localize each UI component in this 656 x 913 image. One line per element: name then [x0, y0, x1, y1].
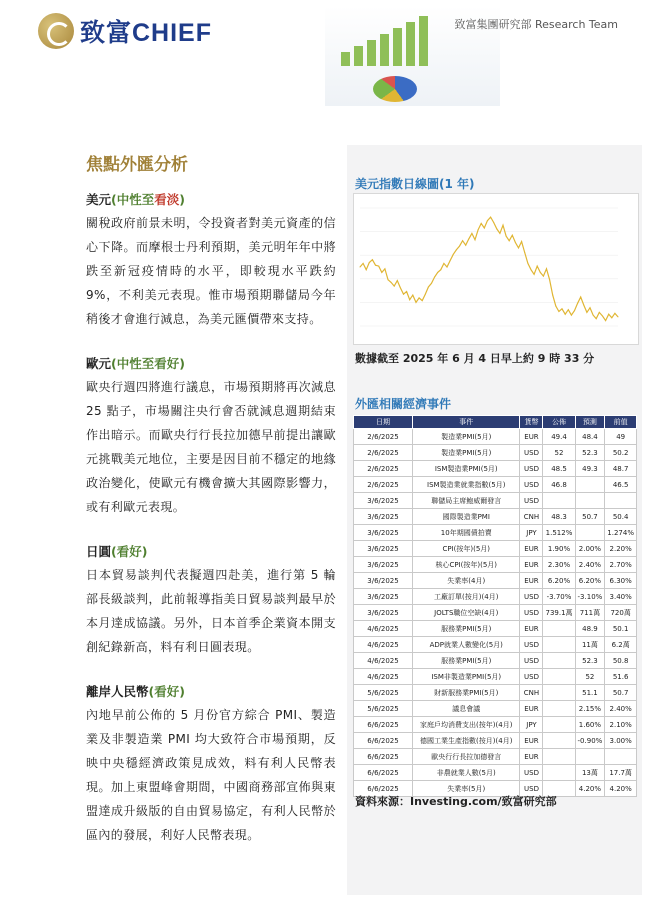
data-point [558, 311, 559, 312]
data-point [366, 269, 367, 270]
table-cell: 52 [575, 669, 605, 685]
table-cell: 52 [543, 445, 575, 461]
table-cell: CNH [520, 685, 543, 701]
table-cell: 1.512% [543, 525, 575, 541]
data-point [412, 295, 413, 296]
event-name-cell: 非農就業人數(5月) [413, 765, 520, 781]
table-cell: 739.1萬 [543, 605, 575, 621]
table-cell: 6.20% [543, 573, 575, 589]
data-point [571, 315, 572, 316]
data-point [388, 279, 389, 280]
data-point [434, 277, 435, 278]
event-name-cell: ISM非製造業PMI(5月) [413, 669, 520, 685]
event-name-cell: 財新服務業PMI(5月) [413, 685, 520, 701]
event-name-cell: 製造業PMI(5月) [413, 445, 520, 461]
table-cell: USD [520, 653, 543, 669]
data-point [521, 241, 522, 242]
data-point [437, 272, 438, 273]
table-cell: 52.3 [575, 445, 605, 461]
data-point [391, 282, 392, 283]
table-row [354, 685, 637, 701]
event-name-cell: ADP就業人數變化(5月) [413, 637, 520, 653]
table-cell [575, 477, 605, 493]
table-cell: 3/6/2025 [354, 525, 413, 541]
data-point [555, 306, 556, 307]
table-cell: JPY [520, 525, 543, 541]
data-point [543, 276, 544, 277]
data-point [583, 305, 584, 306]
data-point [416, 302, 417, 303]
table-row [354, 509, 637, 525]
table-row [354, 637, 637, 653]
event-name-cell: CPI(按年)(5月) [413, 541, 520, 557]
table-cell: 3/6/2025 [354, 493, 413, 509]
data-point [577, 303, 578, 304]
event-name-cell: 議息會議 [413, 701, 520, 717]
data-point [425, 294, 426, 295]
data-point [562, 308, 563, 309]
table-cell: 48.3 [543, 509, 575, 525]
table-row [354, 525, 637, 541]
table-cell: 720萬 [605, 605, 637, 621]
jpy-paragraph: 日本貿易談判代表擬週四赴美，進行第 5 輪部長級談判，此前報導指美日貿易談判最早於本月達成協議。另外，日本首季企業資本開支創紀錄新高，料有利日圓表現。 [86, 568, 336, 654]
table-cell: 50.8 [605, 653, 637, 669]
table-cell: 3/6/2025 [354, 557, 413, 573]
event-name-cell: 10年期國債拍賣 [413, 525, 520, 541]
table-cell: 3.40% [605, 589, 637, 605]
event-name-cell: JOLTS職位空缺(4月) [413, 605, 520, 621]
table-row [354, 717, 637, 733]
data-point [428, 287, 429, 288]
table-cell [543, 493, 575, 509]
data-point [518, 247, 519, 248]
data-point [484, 228, 485, 229]
table-cell: 5/6/2025 [354, 685, 413, 701]
table-cell: 711萬 [575, 605, 605, 621]
data-point [397, 280, 398, 281]
table-cell: 49.3 [575, 461, 605, 477]
data-point [422, 300, 423, 301]
table-cell: USD [520, 589, 543, 605]
data-point [440, 269, 441, 270]
table-cell [543, 685, 575, 701]
data-point [540, 272, 541, 273]
table-cell: EUR [520, 573, 543, 589]
table-cell: USD [520, 669, 543, 685]
source-note: 資料來源：Investing.com/致富研究部 [355, 795, 557, 808]
table-cell: EUR [520, 557, 543, 573]
pie-chart-icon [373, 76, 417, 102]
table-cell: -0.90% [575, 733, 605, 749]
data-point [549, 279, 550, 280]
data-point [369, 262, 370, 263]
table-cell: 50.7 [575, 509, 605, 525]
table-cell: 2.20% [605, 541, 637, 557]
table-cell: 3/6/2025 [354, 589, 413, 605]
table-cell: 2.00% [575, 541, 605, 557]
table-cell: CNH [520, 509, 543, 525]
table-cell: 1.274% [605, 525, 637, 541]
table-cell: USD [520, 493, 543, 509]
section-title: 焦點外匯分析 [86, 155, 188, 175]
data-point [459, 246, 460, 247]
event-name-cell: 家庭戶均消費支出(按年)(4月) [413, 717, 520, 733]
view-label: 看淡 [154, 192, 180, 207]
table-row [354, 749, 637, 765]
data-point [493, 222, 494, 223]
column-header: 貨幣 [520, 416, 543, 429]
table-cell: 2/6/2025 [354, 461, 413, 477]
table-cell [575, 749, 605, 765]
table-cell: EUR [520, 733, 543, 749]
data-point [465, 245, 466, 246]
table-cell [543, 749, 575, 765]
table-cell: 3/6/2025 [354, 573, 413, 589]
data-point [614, 313, 615, 314]
column-header: 事件 [413, 416, 520, 429]
table-header-row [354, 416, 637, 429]
research-team-label: 致富集團研究部 Research Team [454, 18, 618, 31]
usd-paragraph: 關稅政府前景未明，令投資者對美元資產的信心下降。而摩根士丹利預期，美元明年年中將跌至新冠疫情時的水平，即較現水平跌約 9%，不利美元表現。惟市場預期聯儲局今年稍後才會進行減息，為美元匯價帶來支持。 [86, 216, 336, 326]
table-cell: 50.7 [605, 685, 637, 701]
table-cell: 2/6/2025 [354, 429, 413, 445]
event-name-cell: 服務業PMI(5月) [413, 653, 520, 669]
data-point [360, 267, 361, 268]
table-cell: 51.1 [575, 685, 605, 701]
usd-index-line-chart [354, 194, 638, 344]
table-cell: 17.7萬 [605, 765, 637, 781]
table-cell: -3.10% [575, 589, 605, 605]
data-point [608, 314, 609, 315]
table-cell [605, 493, 637, 509]
data-point [605, 320, 606, 321]
table-cell: 6/6/2025 [354, 749, 413, 765]
table-cell: EUR [520, 701, 543, 717]
table-row [354, 573, 637, 589]
logo-text: 致富CHIEF [80, 19, 213, 47]
table-cell: 4/6/2025 [354, 653, 413, 669]
table-row [354, 621, 637, 637]
table-cell: 2.70% [605, 557, 637, 573]
column-header: 公佈 [543, 416, 575, 429]
data-point [462, 240, 463, 241]
table-cell: USD [520, 765, 543, 781]
page-header [0, 0, 656, 118]
bar-chart-icon [341, 16, 428, 66]
table-cell: 2/6/2025 [354, 445, 413, 461]
data-point [499, 233, 500, 234]
table-row [354, 557, 637, 573]
data-point [384, 268, 385, 269]
table-cell: 6.30% [605, 573, 637, 589]
event-name-cell: ISM製造業PMI(5月) [413, 461, 520, 477]
currency-name: 離岸人民幣 [86, 684, 149, 699]
data-point [565, 314, 566, 315]
events-title: 外匯相關經濟事件 [355, 397, 452, 411]
data-point [447, 267, 448, 268]
table-cell: USD [520, 461, 543, 477]
table-cell [543, 733, 575, 749]
table-cell: USD [520, 637, 543, 653]
table-cell: -3.70% [543, 589, 575, 605]
view-label: 看好 [116, 544, 142, 559]
table-cell: EUR [520, 429, 543, 445]
table-cell: EUR [520, 749, 543, 765]
usd-index-chart [353, 193, 639, 345]
currency-name: 日圓 [86, 544, 112, 559]
data-point [381, 272, 382, 273]
data-point [537, 266, 538, 267]
data-point [450, 260, 451, 261]
table-row [354, 445, 637, 461]
data-point [552, 295, 553, 296]
data-point [431, 283, 432, 284]
event-name-cell: 核心CPI(按年)(5月) [413, 557, 520, 573]
table-cell: 6/6/2025 [354, 765, 413, 781]
data-point [443, 263, 444, 264]
data-point [487, 220, 488, 221]
view-label: 中性 [116, 192, 142, 207]
table-cell: 6/6/2025 [354, 717, 413, 733]
data-point [509, 240, 510, 241]
table-cell: 3/6/2025 [354, 509, 413, 525]
table-row [354, 461, 637, 477]
table-cell: 48.5 [543, 461, 575, 477]
table-row [354, 733, 637, 749]
table-cell: 2.10% [605, 717, 637, 733]
data-point [453, 254, 454, 255]
data-point [611, 317, 612, 318]
data-point [406, 291, 407, 292]
data-point [534, 274, 535, 275]
table-cell: 6/6/2025 [354, 781, 413, 797]
table-cell: 4/6/2025 [354, 669, 413, 685]
data-point [580, 297, 581, 298]
data-point [456, 249, 457, 250]
data-point [378, 266, 379, 267]
data-point [490, 217, 491, 218]
table-cell: 51.6 [605, 669, 637, 685]
chart-title: 美元指數日線圖(1 年) [355, 177, 475, 191]
table-cell [605, 749, 637, 765]
column-header: 預測 [575, 416, 605, 429]
table-cell: 3/6/2025 [354, 605, 413, 621]
data-point [618, 316, 619, 317]
data-point [400, 287, 401, 288]
table-cell: JPY [520, 717, 543, 733]
data-point [512, 235, 513, 236]
table-cell [543, 669, 575, 685]
data-point [481, 223, 482, 224]
analysis-column [86, 150, 336, 847]
event-name-cell: ISM製造業就業指數(5月) [413, 477, 520, 493]
table-cell: 50.1 [605, 621, 637, 637]
table-cell: 4/6/2025 [354, 621, 413, 637]
event-name-cell: 服務業PMI(5月) [413, 621, 520, 637]
chart-background [354, 194, 638, 344]
table-cell: 49 [605, 429, 637, 445]
table-cell: 3.00% [605, 733, 637, 749]
table-cell: USD [520, 605, 543, 621]
currency-name: 歐元 [86, 356, 112, 371]
data-point [419, 297, 420, 298]
table-cell: 46.5 [605, 477, 637, 493]
view-label: 中性 [116, 356, 142, 371]
data-point [363, 263, 364, 264]
data-point [478, 229, 479, 230]
table-cell: 48.4 [575, 429, 605, 445]
table-row [354, 669, 637, 685]
table-cell: 4.20% [605, 781, 637, 797]
event-name-cell: 歐央行行長拉加德發言 [413, 749, 520, 765]
table-row [354, 765, 637, 781]
table-cell: 2.15% [575, 701, 605, 717]
event-name-cell: 失業率(4月) [413, 573, 520, 589]
currency-name: 美元 [86, 192, 112, 207]
data-point [394, 286, 395, 287]
event-name-cell: 國際製造業PMI [413, 509, 520, 525]
table-cell: EUR [520, 541, 543, 557]
table-cell: 2.30% [543, 557, 575, 573]
event-name-cell: 聯儲局主席鮑威爾發言 [413, 493, 520, 509]
data-point [403, 294, 404, 295]
data-point [527, 263, 528, 264]
data-point [524, 252, 525, 253]
data-point [599, 312, 600, 313]
cnh-heading: 離岸人民幣(看好) [86, 684, 185, 699]
data-point [375, 265, 376, 266]
data-point [468, 238, 469, 239]
event-name-cell: 製造業PMI(5月) [413, 429, 520, 445]
cnh-paragraph: 內地早前公佈的 5 月份官方綜合 PMI、製造業及非製造業 PMI 均大致符合市場預期，反映中央穩經濟政策見成效，料有利人民幣表現。加上東盟峰會期間，中國商務部宣佈與東盟達成升級版的自由貿易協定，有利人民幣於區內的發展，利好人民幣表現。 [86, 708, 336, 842]
table-cell [543, 701, 575, 717]
table-row [354, 493, 637, 509]
table-cell [575, 525, 605, 541]
table-cell: 49.4 [543, 429, 575, 445]
table-cell [543, 637, 575, 653]
table-cell: 48.9 [575, 621, 605, 637]
table-cell [543, 621, 575, 637]
table-cell: USD [520, 445, 543, 461]
table-cell: 50.4 [605, 509, 637, 525]
company-logo [38, 13, 212, 49]
data-point [590, 307, 591, 308]
table-cell [543, 717, 575, 733]
event-name-cell: 工廠訂單(按月)(4月) [413, 589, 520, 605]
table-cell: 3/6/2025 [354, 541, 413, 557]
data-point [506, 236, 507, 237]
table-cell: 2/6/2025 [354, 477, 413, 493]
sidebar-panel [347, 145, 642, 895]
table-row [354, 653, 637, 669]
table-row [354, 605, 637, 621]
table-cell: 6/6/2025 [354, 733, 413, 749]
table-row [354, 541, 637, 557]
data-point [515, 242, 516, 243]
data-point [596, 318, 597, 319]
data-point [531, 269, 532, 270]
eur-paragraph: 歐央行週四將進行議息，市場預期將再次減息 25 點子，市場關注央行會否就減息週期結束作出暗示。而歐央行行長拉加德早前提出讓歐元挑戰美元地位，主要是因目前不穩定的地緣政治變化，使歐元有機會擴大其國際影響力，或有利歐元表現。 [86, 380, 336, 514]
data-point [602, 316, 603, 317]
data-point [496, 228, 497, 229]
table-cell: EUR [520, 621, 543, 637]
data-point [586, 312, 587, 313]
data-point [593, 315, 594, 316]
table-cell: USD [520, 477, 543, 493]
table-cell: 5/6/2025 [354, 701, 413, 717]
usd-heading: 美元(中性至看淡) [86, 192, 185, 207]
table-row [354, 701, 637, 717]
table-cell: 11萬 [575, 637, 605, 653]
table-cell: 48.7 [605, 461, 637, 477]
table-cell: 50.2 [605, 445, 637, 461]
table-cell: 4.20% [575, 781, 605, 797]
data-point [471, 233, 472, 234]
logo-mark-icon [38, 13, 74, 49]
table-row [354, 589, 637, 605]
table-cell [543, 653, 575, 669]
economic-events-table [353, 415, 637, 797]
table-cell: USD [520, 781, 543, 797]
eur-heading: 歐元(中性至看好) [86, 356, 185, 371]
data-point [475, 239, 476, 240]
table-cell: 6.20% [575, 573, 605, 589]
view-label: 看好 [154, 356, 180, 371]
view-label: 看好 [154, 684, 180, 699]
data-point [503, 225, 504, 226]
table-cell [543, 765, 575, 781]
table-cell: 1.60% [575, 717, 605, 733]
data-timestamp-note: 數據截至 2025 年 6 月 4 日早上約 9 時 33 分 [355, 352, 595, 365]
table-cell: 6.2萬 [605, 637, 637, 653]
data-point [568, 309, 569, 310]
table-cell: 13萬 [575, 765, 605, 781]
event-name-cell: 德國工業生產指數(按月)(4月) [413, 733, 520, 749]
table-cell: 2.40% [605, 701, 637, 717]
table-row [354, 477, 637, 493]
event-name-cell: 失業率(5月) [413, 781, 520, 797]
table-cell: 46.8 [543, 477, 575, 493]
table-cell: 1.90% [543, 541, 575, 557]
data-point [372, 259, 373, 260]
table-cell: 4/6/2025 [354, 637, 413, 653]
table-cell: 52.3 [575, 653, 605, 669]
table-cell: 2.40% [575, 557, 605, 573]
jpy-heading: 日圓(看好) [86, 544, 148, 559]
table-cell [575, 493, 605, 509]
table-row [354, 429, 637, 445]
data-point [546, 268, 547, 269]
column-header: 日期 [354, 416, 413, 429]
data-point [409, 299, 410, 300]
column-header: 前值 [605, 416, 637, 429]
data-point [574, 310, 575, 311]
